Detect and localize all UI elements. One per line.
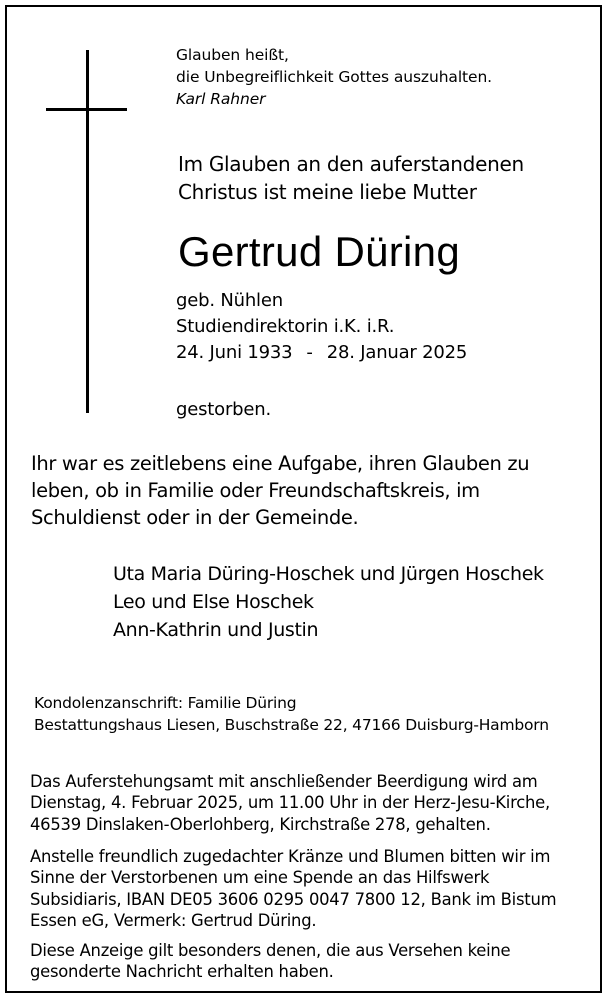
funeral-notice <box>30 771 583 835</box>
quote-line-2: die Unbegreiflichkeit Gottes auszuhalten. <box>176 68 492 86</box>
birth-date: 24. Juni 1933 <box>176 342 293 363</box>
tribute-text: Ihr war es zeitlebens eine Aufgabe, ihren Glauben zu leben, ob in Familie oder Freundschaftskreis, im Schuldienst oder in der Gemeinde. <box>31 452 530 529</box>
death-date: 28. Januar 2025 <box>326 342 468 363</box>
announcement-line-1: Im Glauben an den auferstandenen <box>178 152 524 176</box>
closing-notice-text: Diese Anzeige gilt besonders denen, die aus Versehen keine gesonderte Nachricht erhalten haben. <box>30 941 511 982</box>
survivor-line: Leo und Else Hoschek <box>113 591 314 613</box>
survivor-line: Uta Maria Düring-Hoschek und Jürgen Hoschek <box>113 563 544 585</box>
death-verb: gestorben. <box>176 399 271 420</box>
cross-horizontal-bar <box>46 108 127 111</box>
maiden-name: geb. Nühlen <box>176 290 283 311</box>
deceased-name: Gertrud Düring <box>178 228 460 275</box>
survivors-list <box>113 560 603 644</box>
survivor-line: Ann-Kathrin und Justin <box>113 619 319 641</box>
quote-block <box>176 44 576 110</box>
condolence-line-2: Bestattungshaus Liesen, Buschstraße 22, 47166 Duisburg-Hamborn <box>34 716 549 734</box>
quote-attribution: Karl Rahner <box>176 90 266 108</box>
condolence-line-1: Kondolenzanschrift: Familie Düring <box>34 694 297 712</box>
announcement-block <box>178 150 588 206</box>
donation-notice-text: Anstelle freundlich zugedachter Kränze und Blumen bitten wir im Sinne der Verstorbenen um eine Spende an das Hilfswerk Subsidiaris, IBAN DE05 3606 0295 0047 7800 12, Bank im Bistum Essen eG, Vermerk: Gertrud Düring. <box>30 847 557 930</box>
deceased-details <box>176 288 596 366</box>
life-dates <box>176 340 596 366</box>
announcement-line-2: Christus ist meine liebe Mutter <box>178 180 477 204</box>
closing-notice <box>30 940 583 983</box>
professional-title: Studiendirektorin i.K. i.R. <box>176 316 395 337</box>
donation-notice <box>30 846 583 931</box>
date-separator: - <box>306 342 313 363</box>
quote-line-1: Glauben heißt, <box>176 46 289 64</box>
condolence-address <box>34 692 594 736</box>
funeral-notice-text: Das Auferstehungsamt mit anschließender Beerdigung wird am Dienstag, 4. Februar 2025, um 11.00 Uhr in der Herz-Jesu-Kirche, 46539 Dinslaken-Oberlohberg, Kirchstraße 278, gehalten. <box>30 772 550 834</box>
cross-vertical-bar <box>86 50 89 413</box>
